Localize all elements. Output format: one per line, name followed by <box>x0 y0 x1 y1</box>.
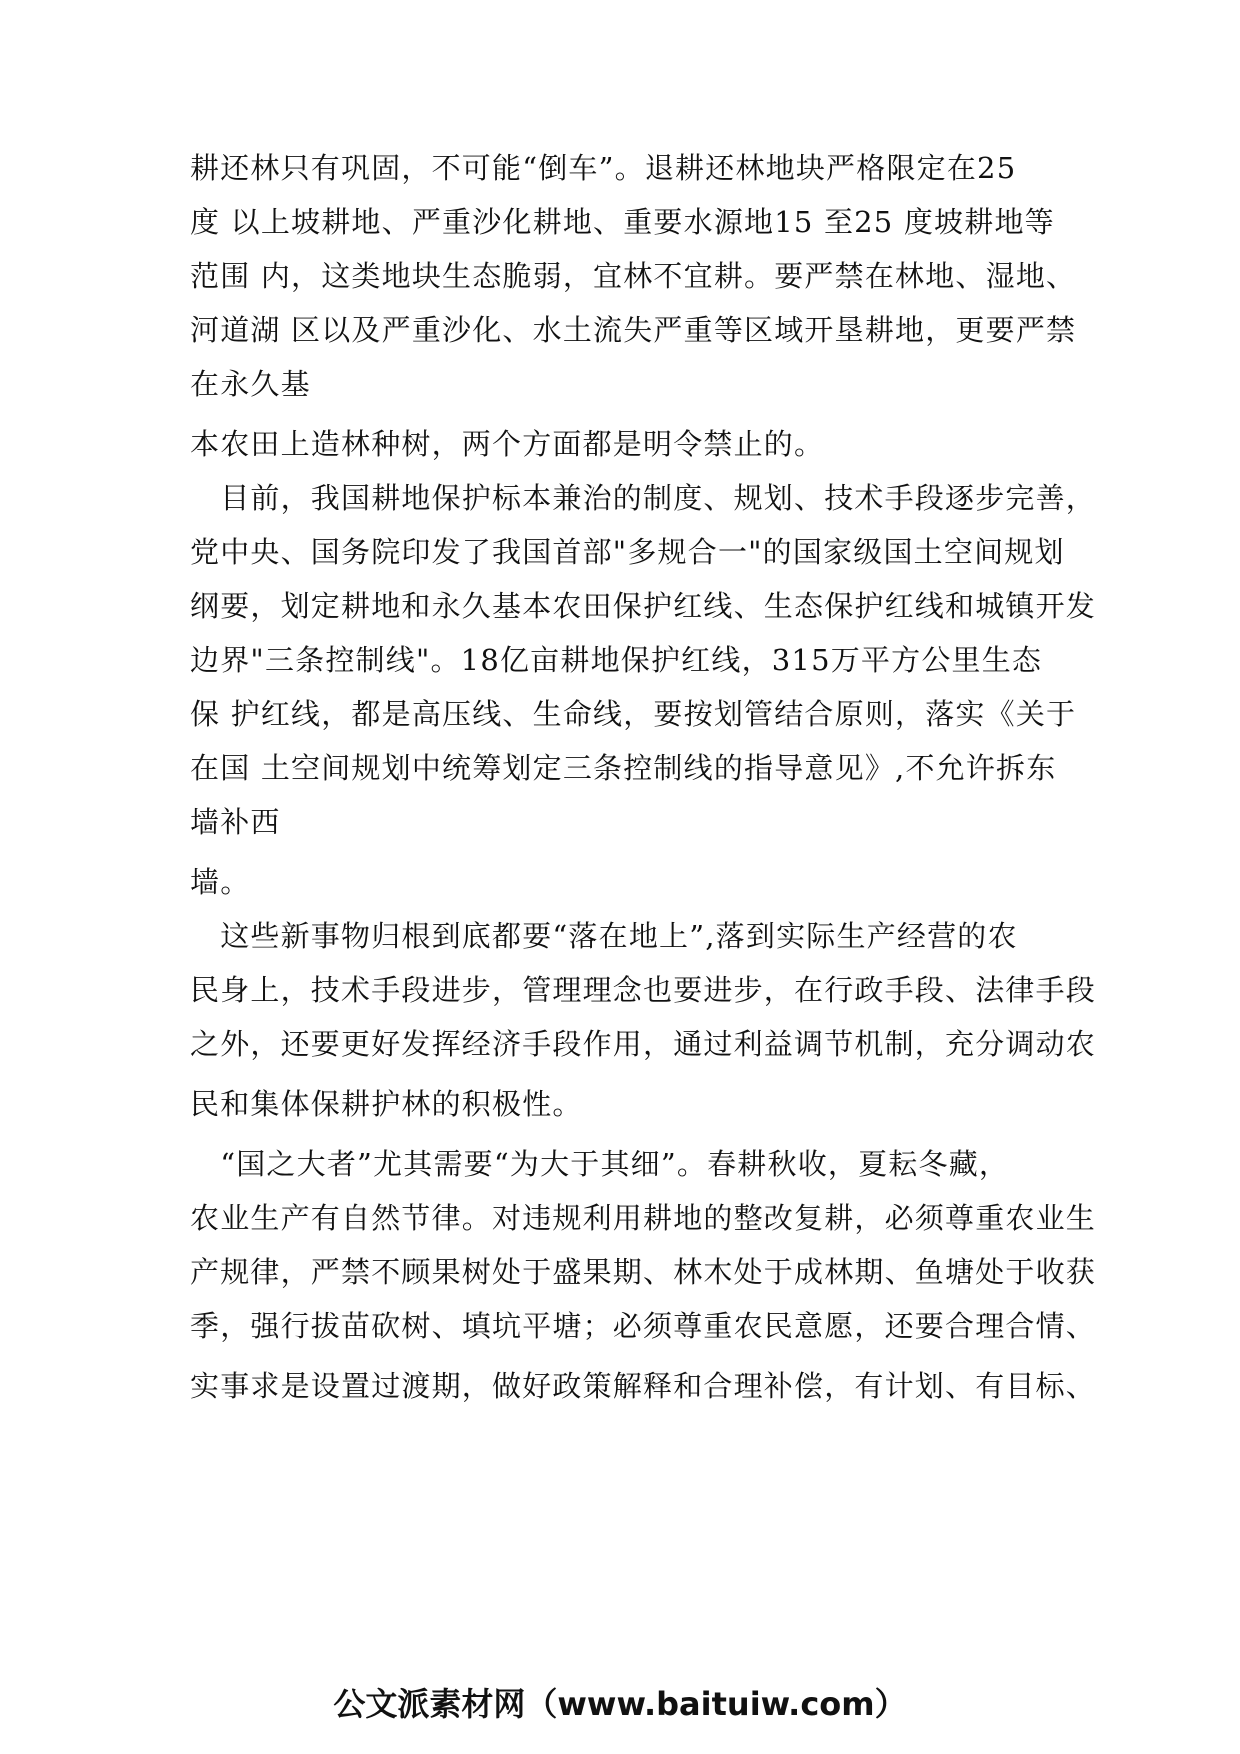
text-line: 这些新事物归根到底都要“落在地上”,落到实际生产经营的农 <box>190 919 1018 953</box>
text-line: 民和集体保耕护林的积极性。 <box>190 1087 583 1121</box>
text-line: 范围 内，这类地块生态脆弱，宜林不宜耕。要严禁在林地、湿地、 <box>190 259 1077 293</box>
text-line: 度 以上坡耕地、严重沙化耕地、重要水源地15 至25 度坡耕地等 <box>190 205 1055 239</box>
text-line: 纲要，划定耕地和永久基本农田保护红线、生态保护红线和城镇开发 <box>190 589 1097 623</box>
text-line: 之外，还要更好发挥经济手段作用，通过利益调节机制，充分调动农 <box>190 1027 1097 1061</box>
text-line: 季，强行拔苗砍树、填坑平塘；必须尊重农民意愿，还要合理合情、 <box>190 1309 1097 1343</box>
text-line: 墙补西 <box>190 805 281 839</box>
text-line: 在永久基 <box>190 367 311 401</box>
text-line: 目前，我国耕地保护标本兼治的制度、规划、技术手段逐步完善， <box>190 481 1097 515</box>
text-line: 边界"三条控制线"。18亿亩耕地保护红线，315万平方公里生态 <box>190 643 1043 677</box>
text-line: 实事求是设置过渡期，做好政策解释和合理补偿，有计划、有目标、 <box>190 1369 1097 1403</box>
text-line: 党中央、国务院印发了我国首部"多规合一"的国家级国土空间规划 <box>190 535 1065 569</box>
footer-watermark: 公文派素材网（www.baituiw.com） <box>333 1685 907 1723</box>
text-line: 民身上，技术手段进步，管理理念也要进步，在行政手段、法律手段 <box>190 973 1097 1007</box>
text-line: 耕还林只有巩固，不可能“倒车”。退耕还林地块严格限定在25 <box>190 151 1017 185</box>
text-line: 农业生产有自然节律。对违规利用耕地的整改复耕，必须尊重农业生 <box>190 1201 1097 1235</box>
text-line: 墙。 <box>190 865 251 899</box>
text-line: 在国 土空间规划中统筹划定三条控制线的指导意见》,不允许拆东 <box>190 751 1057 785</box>
text-line: 产规律，严禁不顾果树处于盛果期、林木处于成林期、鱼塘处于收获 <box>190 1255 1097 1289</box>
text-line: 保 护红线，都是高压线、生命线，要按划管结合原则，落实《关于 <box>190 697 1077 731</box>
text-line: 河道湖 区以及严重沙化、水土流失严重等区域开垦耕地，更要严禁 <box>190 313 1077 347</box>
text-line: “国之大者”尤其需要“为大于其细”。春耕秋收，夏耘冬藏， <box>190 1147 1010 1181</box>
text-line: 本农田上造林种树，两个方面都是明令禁止的。 <box>190 427 825 461</box>
